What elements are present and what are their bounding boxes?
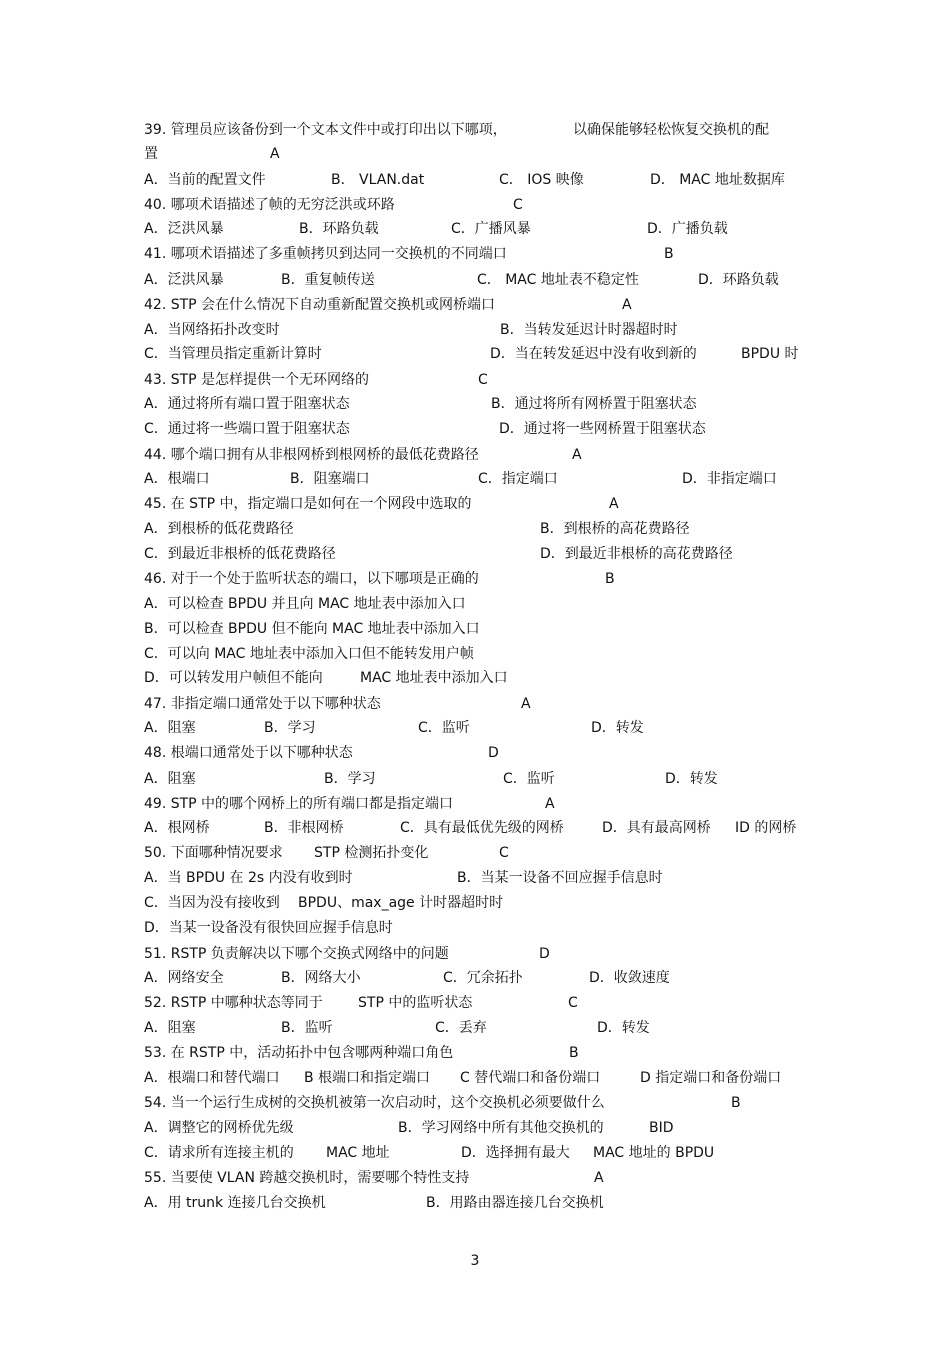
option: C．监听 — [503, 771, 555, 787]
question-text: 40. 哪项术语描述了帧的无穷泛洪或环路 — [144, 197, 395, 213]
option: C． IOS 映像 — [499, 172, 584, 188]
question-40 — [144, 194, 844, 216]
question-text: 50. 下面哪种情况要求 — [144, 845, 283, 861]
option: A．泛洪风暴 — [144, 221, 224, 237]
answer: A — [622, 297, 632, 313]
option: B．用路由器连接几台交换机 — [426, 1195, 604, 1211]
option: C． MAC 地址表不稳定性 — [477, 272, 639, 288]
page-number: 3 — [470, 1253, 480, 1269]
option: D．非指定端口 — [682, 471, 777, 487]
option: B．学习 — [324, 771, 376, 787]
option: D． MAC 地址数据库 — [650, 172, 785, 188]
option: A．网络安全 — [144, 970, 224, 986]
question-49 — [144, 793, 844, 815]
question-47 — [144, 693, 844, 715]
question-text-cont: 以确保能够轻松恢复交换机的配 — [573, 122, 769, 138]
question-54 — [144, 1092, 844, 1114]
option: B．通过将所有网桥置于阻塞状态 — [491, 396, 697, 412]
question-text: 47. 非指定端口通常处于以下哪种状态 — [144, 696, 381, 712]
option: A．根网桥 — [144, 820, 210, 836]
question-51 — [144, 943, 844, 965]
option: C．广播风暴 — [451, 221, 531, 237]
options-42b — [144, 343, 844, 365]
question-text: 42. STP 会在什么情况下自动重新配置交换机或网桥端口 — [144, 297, 496, 313]
question-text: 51. RSTP 负责解决以下哪个交换式网络中的问题 — [144, 946, 449, 962]
option-cont: MAC 地址 — [326, 1145, 390, 1161]
question-text-wrap: 置 — [144, 146, 158, 162]
option-cont: ID 的网桥 — [735, 820, 797, 836]
options-39 — [144, 169, 844, 191]
question-text: 53. 在 RSTP 中，活动拓扑中包含哪两种端口角色 — [144, 1045, 454, 1061]
answer: B — [731, 1095, 741, 1111]
options-54b — [144, 1142, 844, 1164]
option: D．到最近非根桥的高花费路径 — [540, 546, 733, 562]
options-54a — [144, 1117, 844, 1139]
option: C．当管理员指定重新计算时 — [144, 346, 322, 362]
question-text: 48. 根端口通常处于以下哪种状态 — [144, 745, 353, 761]
options-53 — [144, 1067, 844, 1089]
question-text: 46. 对于一个处于监听状态的端口，以下哪项是正确的 — [144, 571, 479, 587]
option-cont: BID — [649, 1120, 674, 1136]
options-40 — [144, 218, 844, 240]
options-43a — [144, 393, 844, 415]
options-45a — [144, 518, 844, 540]
option: B．到根桥的高花费路径 — [540, 521, 690, 537]
option: C．监听 — [418, 720, 470, 736]
options-42a — [144, 319, 844, 341]
option-46a — [144, 593, 844, 615]
option: C．丢弃 — [435, 1020, 487, 1036]
answer: C — [478, 372, 488, 388]
question-text: 49. STP 中的哪个网桥上的所有端口都是指定端口 — [144, 796, 454, 812]
options-41 — [144, 269, 844, 291]
question-text-cont: STP 中的监听状态 — [358, 995, 473, 1011]
option-46c — [144, 643, 844, 665]
options-44 — [144, 468, 844, 490]
option: D．选择拥有最大 — [461, 1145, 570, 1161]
option: C．当因为没有接收到 — [144, 895, 280, 911]
answer: D — [488, 745, 499, 761]
option: B．重复帧传送 — [281, 272, 375, 288]
question-39 — [144, 119, 844, 141]
question-42 — [144, 294, 844, 316]
option-cont: BPDU 时 — [741, 346, 799, 362]
options-50a — [144, 867, 844, 889]
option: C．可以向 MAC 地址表中添加入口但不能转发用户帧 — [144, 646, 474, 662]
option: D．具有最高网桥 — [602, 820, 711, 836]
answer: C — [568, 995, 578, 1011]
option: C．到最近非根桥的低花费路径 — [144, 546, 336, 562]
option: B．阻塞端口 — [290, 471, 370, 487]
question-53 — [144, 1042, 844, 1064]
option: B．监听 — [281, 1020, 333, 1036]
option: A．当前的配置文件 — [144, 172, 266, 188]
option: B．网络大小 — [281, 970, 361, 986]
option: B．学习 — [264, 720, 316, 736]
question-text: 44. 哪个端口拥有从非根网桥到根网桥的最低花费路径 — [144, 447, 479, 463]
option: D．转发 — [665, 771, 718, 787]
option: C．通过将一些端口置于阻塞状态 — [144, 421, 350, 437]
options-47 — [144, 717, 844, 739]
answer: A — [572, 447, 582, 463]
option: A．用 trunk 连接几台交换机 — [144, 1195, 326, 1211]
options-50b — [144, 892, 844, 914]
question-text: 45. 在 STP 中，指定端口是如何在一个网段中选取的 — [144, 496, 472, 512]
answer: A — [521, 696, 531, 712]
options-45b — [144, 543, 844, 565]
option: B．非根网桥 — [264, 820, 344, 836]
option: C．请求所有连接主机的 — [144, 1145, 294, 1161]
option: A．调整它的网桥优先级 — [144, 1120, 294, 1136]
answer: C — [499, 845, 509, 861]
option: D．转发 — [591, 720, 644, 736]
option-46b — [144, 618, 844, 640]
option: D．转发 — [597, 1020, 650, 1036]
question-46 — [144, 568, 844, 590]
option: B．当转发延迟计时器超时时 — [500, 322, 678, 338]
option: D．通过将一些网桥置于阻塞状态 — [499, 421, 706, 437]
question-50 — [144, 842, 844, 864]
question-text-cont: STP 检测拓扑变化 — [314, 845, 429, 861]
options-49 — [144, 817, 844, 839]
option: A．阻塞 — [144, 720, 196, 736]
option: C．指定端口 — [478, 471, 558, 487]
option-46d — [144, 667, 844, 689]
question-48 — [144, 742, 844, 764]
option: B．学习网络中所有其他交换机的 — [398, 1120, 604, 1136]
question-text: 43. STP 是怎样提供一个无环网络的 — [144, 372, 370, 388]
answer: B — [605, 571, 615, 587]
option: A．阻塞 — [144, 1020, 196, 1036]
question-text: 54. 当一个运行生成树的交换机被第一次启动时，这个交换机必须要做什么 — [144, 1095, 605, 1111]
option: B 根端口和指定端口 — [304, 1070, 431, 1086]
options-50c — [144, 917, 844, 939]
option: A．根端口 — [144, 471, 210, 487]
option: D．当某一设备没有很快回应握手信息时 — [144, 920, 393, 936]
question-45 — [144, 493, 844, 515]
option: A．阻塞 — [144, 771, 196, 787]
option: A．当网络拓扑改变时 — [144, 322, 280, 338]
answer: D — [539, 946, 550, 962]
options-48 — [144, 768, 844, 790]
answer: A — [545, 796, 555, 812]
question-text: 52. RSTP 中哪种状态等同于 — [144, 995, 323, 1011]
answer: A — [270, 146, 280, 162]
option: D．可以转发用户帧但不能向 — [144, 670, 323, 686]
question-text: 55. 当要使 VLAN 跨越交换机时，需要哪个特性支持 — [144, 1170, 470, 1186]
option: B．当某一设备不回应握手信息时 — [457, 870, 663, 886]
option-cont: MAC 地址的 BPDU — [593, 1145, 715, 1161]
options-51 — [144, 967, 844, 989]
option: B． VLAN.dat — [331, 172, 425, 188]
answer: B — [569, 1045, 579, 1061]
question-39-cont — [144, 143, 844, 165]
question-52 — [144, 992, 844, 1014]
options-52 — [144, 1017, 844, 1039]
option: A．通过将所有端口置于阻塞状态 — [144, 396, 350, 412]
option: C．冗余拓扑 — [443, 970, 523, 986]
option: A．根端口和替代端口 — [144, 1070, 280, 1086]
option: A．到根桥的低花费路径 — [144, 521, 294, 537]
option: B．可以检查 BPDU 但不能向 MAC 地址表中添加入口 — [144, 621, 480, 637]
option: D．收敛速度 — [589, 970, 670, 986]
answer: B — [664, 246, 674, 262]
option-cont: MAC 地址表中添加入口 — [360, 670, 508, 686]
options-43b — [144, 418, 844, 440]
option: D．环路负载 — [698, 272, 779, 288]
option: D．广播负载 — [647, 221, 728, 237]
question-44 — [144, 444, 844, 466]
answer: C — [513, 197, 523, 213]
options-55 — [144, 1192, 844, 1214]
question-text: 39. 管理员应该备份到一个文本文件中或打印出以下哪项， — [144, 122, 507, 138]
option: D 指定端口和备份端口 — [640, 1070, 782, 1086]
option: D．当在转发延迟中没有收到新的 — [490, 346, 697, 362]
answer: A — [594, 1170, 604, 1186]
question-41 — [144, 243, 844, 265]
option: C 替代端口和备份端口 — [460, 1070, 601, 1086]
option-cont: BPDU、max_age 计时器超时时 — [298, 895, 504, 911]
question-55 — [144, 1167, 844, 1189]
option: A．当 BPDU 在 2s 内没有收到时 — [144, 870, 353, 886]
option: A．可以检查 BPDU 并且向 MAC 地址表中添加入口 — [144, 596, 466, 612]
question-text: 41. 哪项术语描述了多重帧拷贝到达同一交换机的不同端口 — [144, 246, 507, 262]
option: B．环路负载 — [299, 221, 379, 237]
option: A．泛洪风暴 — [144, 272, 224, 288]
answer: A — [609, 496, 619, 512]
option: C．具有最低优先级的网桥 — [400, 820, 564, 836]
question-43 — [144, 369, 844, 391]
